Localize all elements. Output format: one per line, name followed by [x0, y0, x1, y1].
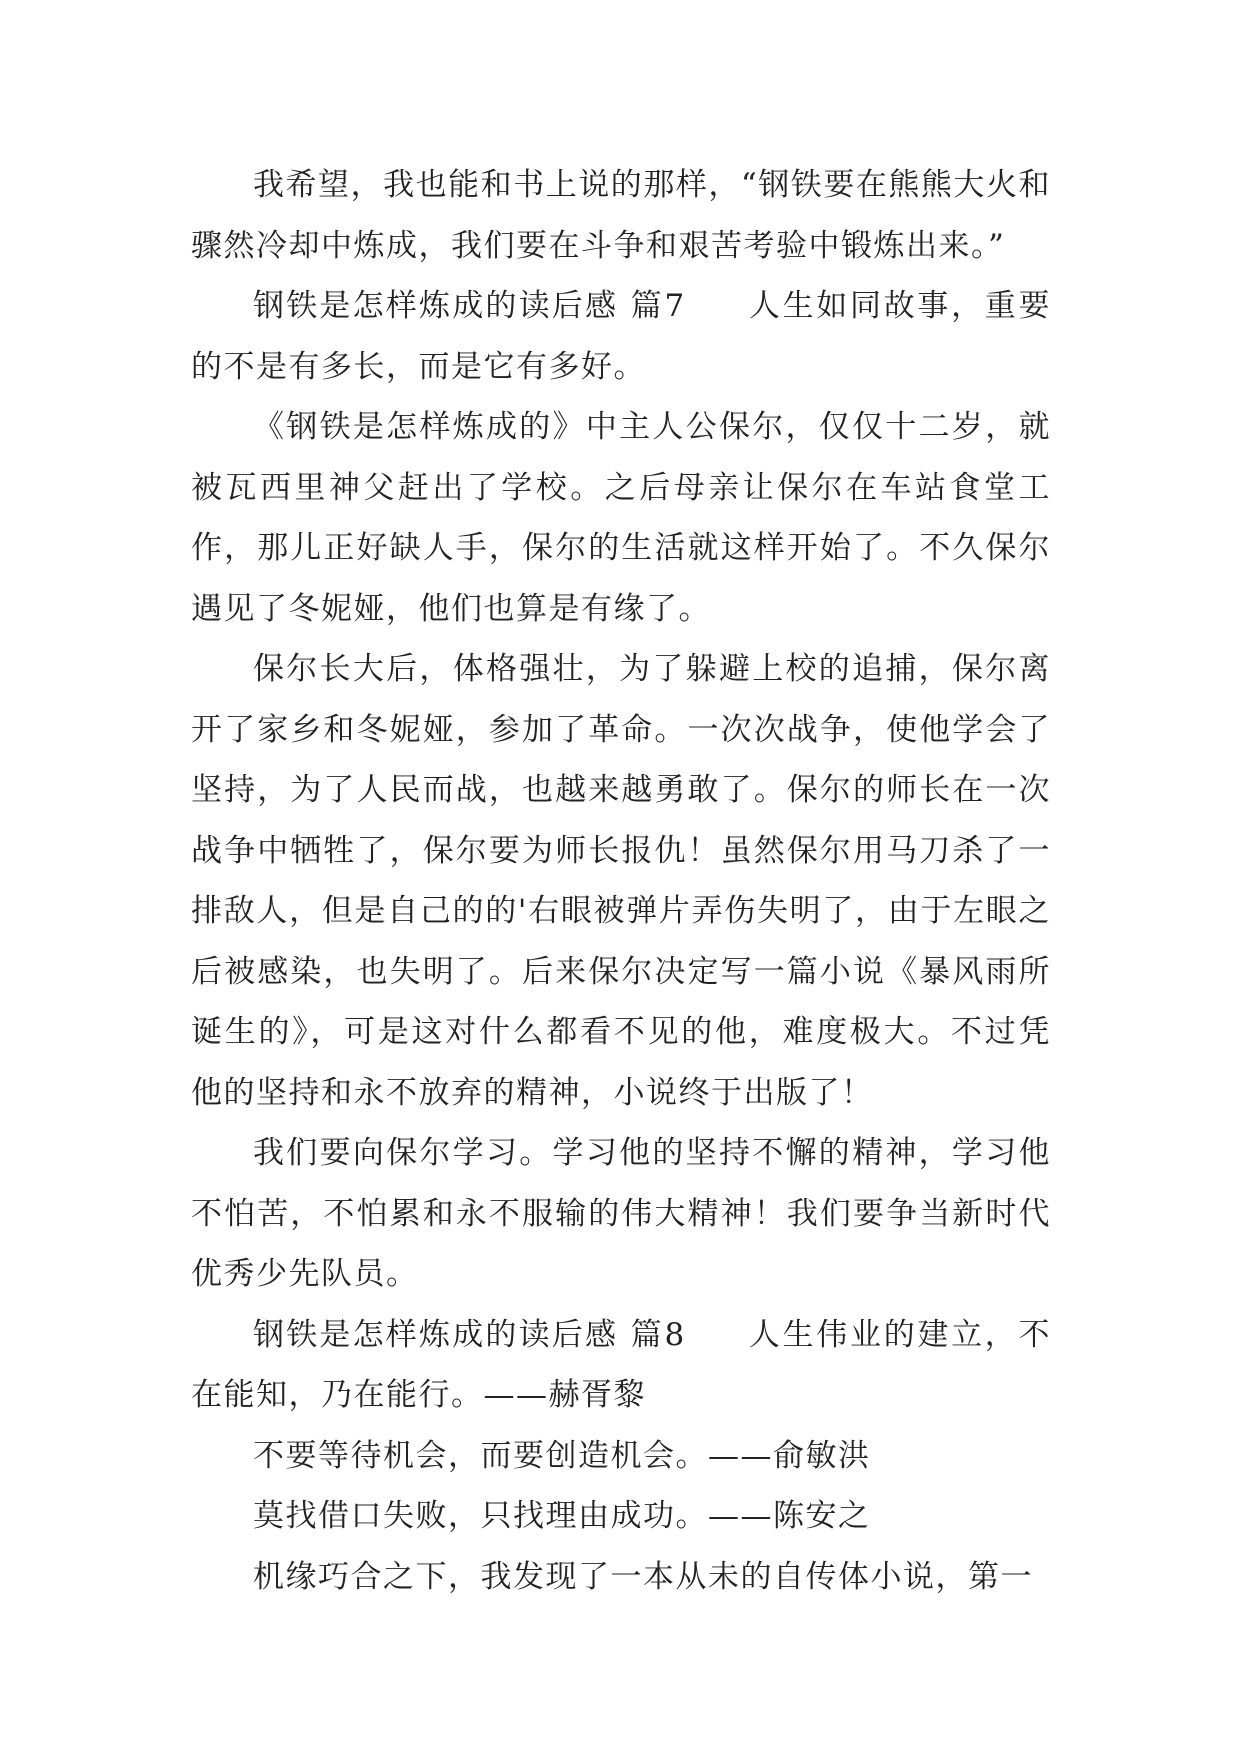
- paragraph-9: 机缘巧合之下，我发现了一本从未的自传体小说，第一: [253, 1558, 1033, 1595]
- paragraph-5: 我们要向保尔学习。学习他的坚持不懈的精神，学习他不怕苦，不怕累和永不服输的伟大精神！我们要争当新时代优秀少先队员。: [191, 1135, 1051, 1292]
- paragraph-3: 《钢铁是怎样炼成的》中主人公保尔，仅仅十二岁，就被瓦西里神父赶出了学校。之后母亲让保尔在车站食堂工作，那儿正好缺人手，保尔的生活就这样开始了。不久保尔遇见了冬妮娅，他们也算是有缘了。: [191, 409, 1051, 627]
- quote-2: 莫找借口失败，只找理由成功。——陈安之: [253, 1498, 871, 1534]
- paragraph-1: 我希望，我也能和书上说的那样，“钢铁要在熊熊大火和骤然冷却中炼成，我们要在斗争和艰苦考验中锻炼出来。”: [191, 167, 1051, 264]
- document-page: [191, 155, 1051, 1607]
- quote-1: 不要等待机会，而要创造机会。——俞敏洪: [253, 1437, 871, 1474]
- section-number: 篇8: [630, 1316, 686, 1353]
- section-title: 钢铁是怎样炼成的读后感: [253, 288, 619, 324]
- section-intro-text: 人生如同故事，重要的不是有多长，而是它有多好。: [191, 288, 1052, 385]
- section-intro-text: 人生伟业的建立，不在能知，乃在能行。——赫胥黎: [191, 1316, 1052, 1413]
- paragraph-4: 保尔长大后，体格强壮，为了躲避上校的追捕，保尔离开了家乡和冬妮娅，参加了革命。一次次战争，使他学会了坚持，为了人民而战，也越来越勇敢了。保尔的师长在一次战争中牺牲了，保尔要为师长报仇！虽然保尔用马刀杀了一排敌人，但是自己的的'右眼被弹片弄伤失明了，由于左眼之后被感染，也失明了。后来保尔决定写一篇小说《暴风雨所诞生的》，可是这对什么都看不见的他，难度极大。不过凭他的坚持和永不放弃的精神，小说终于出版了！: [191, 651, 1051, 1111]
- section-heading-7: [191, 276, 1051, 397]
- section-number: 篇7: [630, 288, 686, 324]
- section-title: 钢铁是怎样炼成的读后感: [253, 1316, 619, 1353]
- section-heading-8: [191, 1305, 1051, 1426]
